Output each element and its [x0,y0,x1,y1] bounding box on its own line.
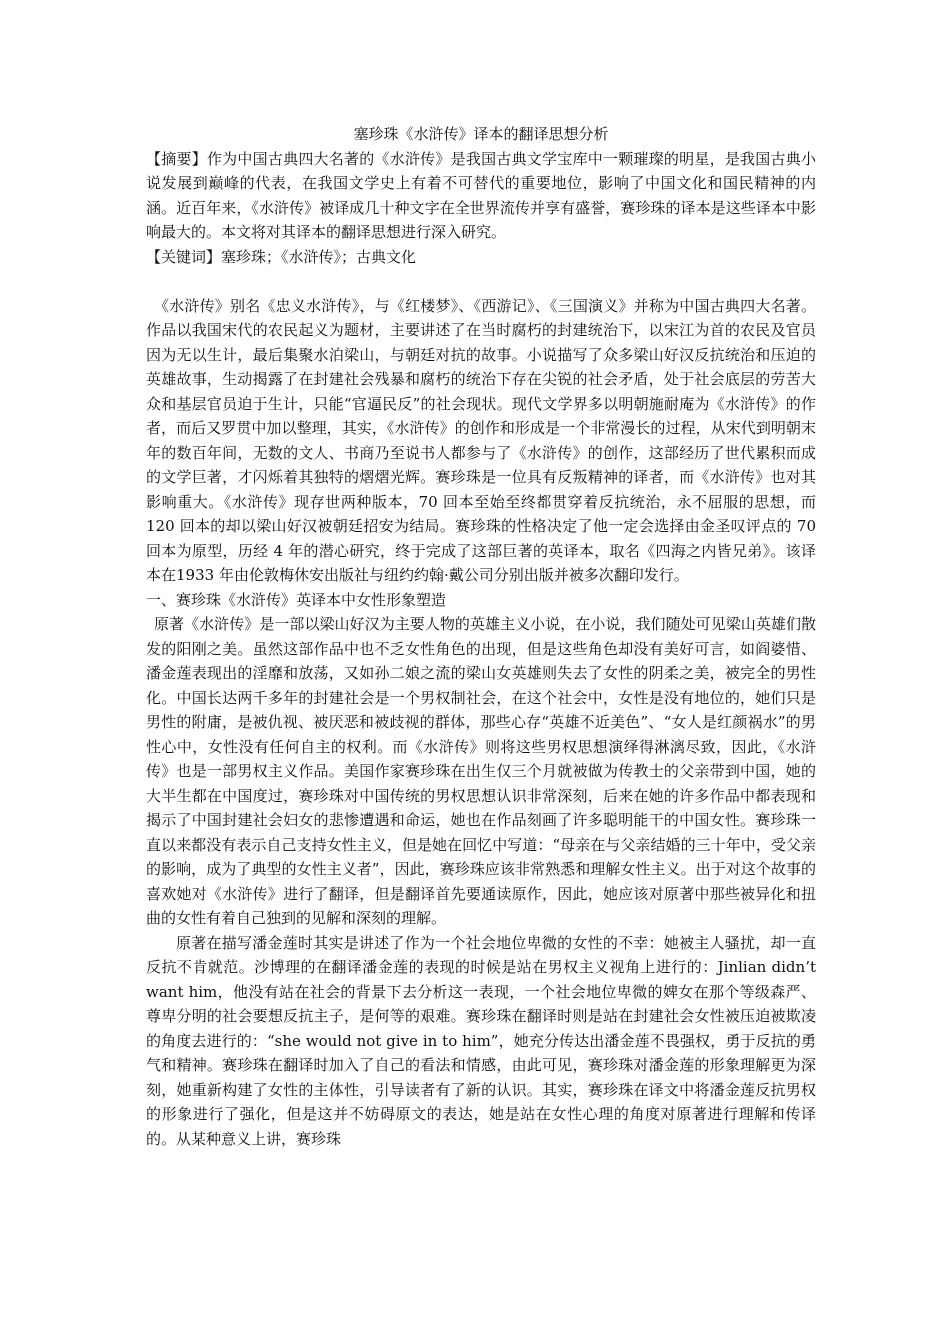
abstract-text: 作为中国古典四大名著的《水浒传》是我国古典文学宝库中一颗璀璨的明星，是我国古典小说发展到巅峰的代表，在我国文学史上有着不可替代的重要地位，影响了中国文化和国民精神的内涵。近百年来，《水浒传》被译成几十种文字在全世界流传并享有盛誉，赛珍珠的译本是这些译本中影响最大的。本文将对其译本的翻译思想进行深入研究。 [146,149,816,241]
body-paragraph-1: 《水浒传》别名《忠义水浒传》，与《红楼梦》、《西游记》、《三国演义》并称为中国古典四大名著。作品以我国宋代的农民起义为题材，主要讲述了在当时腐朽的封建统治下，以宋江为首的农民及官员因为无以生计，最后集聚水泊梁山，与朝廷对抗的故事。小说描写了众多梁山好汉反抗统治和压迫的英雄故事，生动揭露了在封建社会残暴和腐朽的统治下存在尖锐的社会矛盾，处于社会底层的劳苦大众和基层官员迫于生计，只能“官逼民反”的社会现状。现代文学界多以明朝施耐庵为《水浒传》的作者，而后又罗贯中加以整理，其实，《水浒传》的创作和形成是一个非常漫长的过程，从宋代到明朝末年的数百年间，无数的文人、书商乃至说书人都参与了《水浒传》的创作，这部经历了世代累积而成的文学巨著，才闪烁着其独特的熠熠光辉。赛珍珠是一位具有反叛精神的译者，而《水浒传》也对其影响重大。《水浒传》现存世两种版本，70 回本至始至终都贯穿着反抗统治，永不屈服的思想，而 120 回本的却以梁山好汉被朝廷招安为结局。赛珍珠的性格决定了他一定会选择由金圣叹评点的 70 回本为原型，历经 4 年的潜心研究，终于完成了这部巨著的英译本，取名《四海之内皆兄弟》。该译本在1933 年由伦敦梅休安出版社与纽约约翰·戴公司分别出版并被多次翻印发行。 [146,296,816,584]
document-page [146,122,816,1151]
keywords-paragraph [146,245,816,270]
abstract-label: 【摘要】 [146,149,207,168]
body-paragraph-2: 原著《水浒传》是一部以梁山好汉为主要人物的英雄主义小说，在小说，我们随处可见梁山英雄们散发的阳刚之美。虽然这部作品中也不乏女性角色的出现，但是这些角色却没有美好可言，如阎婆惜、潘金莲表现出的淫靡和放荡，又如孙二娘之流的梁山女英雄则失去了女性的阴柔之美，被完全的男性化。中国长达两千多年的封建社会是一个男权制社会，在这个社会中，女性是没有地位的，她们只是男性的附庸，是被仇视、被厌恶和被歧视的群体，那些心存“英雄不近美色”、“女人是红颜祸水”的男性心中，女性没有任何自主的权利。而《水浒传》则将这些男权思想演绎得淋漓尽致，因此，《水浒传》也是一部男权主义作品。美国作家赛珍珠在出生仅三个月就被做为传教士的父亲带到中国，她的大半生都在中国度过，赛珍珠对中国传统的男权思想认识非常深刻，后来在她的许多作品中都表现和揭示了中国封建社会妇女的悲惨遭遇和命运，她也在作品刻画了许多聪明能干的中国女性。赛珍珠一直以来都没有表示自己支持女性主义，但是她在回忆中写道：“母亲在与父亲结婚的三十年中，受父亲的影响，成为了典型的女性主义者”，因此，赛珍珠应该非常熟悉和理解女性主义。出于对这个故事的喜欢她对《水浒传》进行了翻译，但是翻译首先要通读原作，因此，她应该对原著中那些被异化和扭曲的女性有着自己独到的见解和深刻的理解。 [146,615,816,927]
blank-line [146,269,816,294]
body-paragraph-3: 原著在描写潘金莲时其实是讲述了作为一个社会地位卑微的女性的不幸：她被主人骚扰，却一直反抗不肯就范。沙博理的在翻译潘金莲的表现的时候是站在男权主义视角上进行的：Jinlian didn’t want him，他没有站在社会的背景下去分析这一表现，一个社会地位卑微的婢女在那个等级森严、尊卑分明的社会要想反抗主子，是何等的艰难。赛珍珠在翻译时则是站在封建社会女性被压迫被欺凌的角度去进行的：“she would not give in to him”，她充分传达出潘金莲不畏强权，勇于反抗的勇气和精神。赛珍珠在翻译时加入了自己的看法和情感，由此可见，赛珍珠对潘金莲的形象理解更为深刻，她重新构建了女性的主体性，引导读者有了新的认识。其实，赛珍珠在译文中将潘金莲反抗男权的形象进行了强化，但是这并不妨碍原文的表达，她是站在女性心理的角度对原著进行理解和传译的。从某种意义上讲，赛珍珠 [146,933,816,1148]
keywords-text: 塞珍珠；《水浒传》；古典文化 [221,247,417,266]
document-title: 塞珍珠《水浒传》译本的翻译思想分析 [353,125,609,143]
keywords-label: 【关键词】 [146,247,222,266]
abstract-paragraph [146,147,816,245]
section-heading-1: 一、赛珍珠《水浒传》英译本中女性形象塑造 [146,590,447,609]
